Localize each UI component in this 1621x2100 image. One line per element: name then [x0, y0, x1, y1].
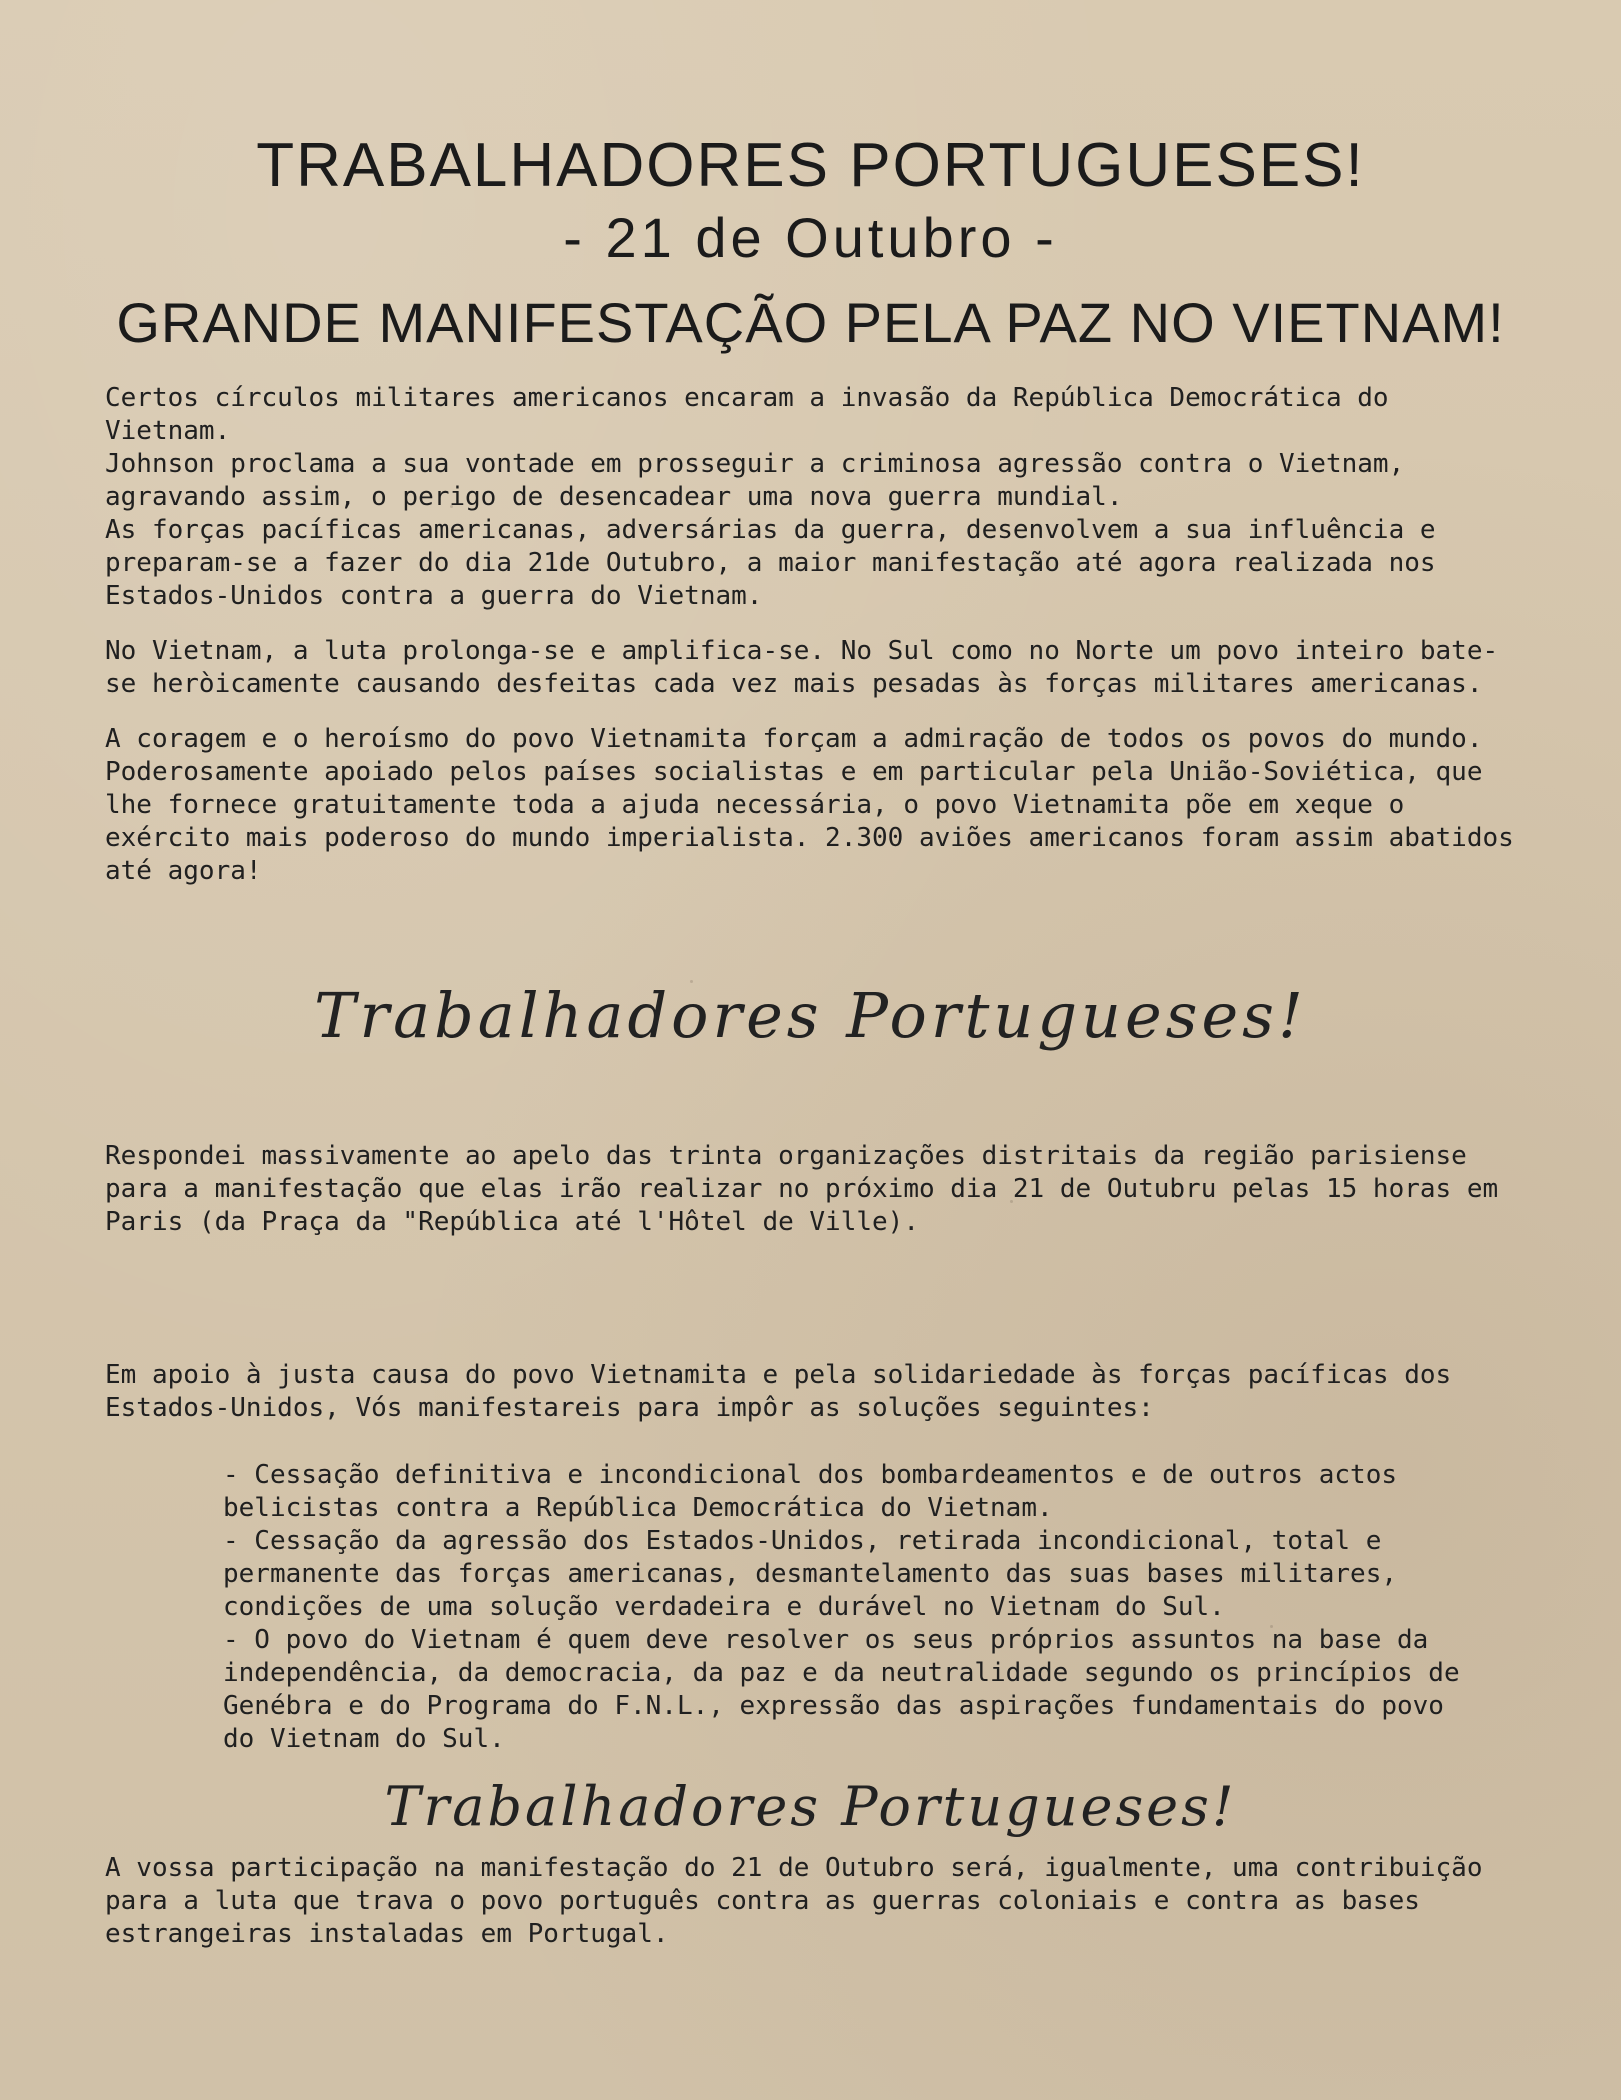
paper-speckle: [1270, 1625, 1273, 1628]
headline-trabalhadores: TRABALHADORES PORTUGUESES!: [256, 131, 1365, 200]
section-vietnam-courage: [105, 723, 1516, 888]
paragraph-3: As forças pacíficas americanas, adversárias da guerra, desenvolvem a sua influência e preparam-se a fazer do dia 21de Outubro, a maior manifestação até agora realizada nos Estados-Unidos contra a guerra do Vietnam.: [105, 515, 1436, 611]
paper-speckle: [690, 980, 693, 983]
paragraph-5: A coragem e o heroísmo do povo Vietnamita forçam a admiração de todos os povos do mundo. Poderosamente apoiado pelos países socialistas e em particular pela União-Soviética, que lhe fornece gratuitamente toda a ajuda necessária, o povo Vietnamita põe em xeque o exército mais poderoso do mundo imperialista. 2.300 aviões americanos foram assim abatidos até agora!: [105, 724, 1514, 886]
solution-item-1: - Cessação definitiva e incondicional dos bombardeamentos e de outros actos belicistas contra a República Democrática do Vietnam.: [223, 1460, 1397, 1523]
solution-item-3: - O povo do Vietnam é quem deve resolver os seus próprios assuntos na base da independência, da democracia, da paz e da neutralidade segundo os princípios de Genébra e do Programa do F.N.L., expressão das aspirações fundamentais do povo do Vietnam do Sul.: [223, 1625, 1460, 1754]
section-call-paris: [105, 1140, 1516, 1239]
paragraph-2: Johnson proclama a sua vontade em prosseguir a criminosa agressão contra o Vietnam, agravando assim, o perigo de desencadear uma nova guerra mundial.: [105, 449, 1405, 512]
paper-speckle: [450, 505, 453, 508]
handwritten-trabalhadores-2: Trabalhadores Portugueses!: [384, 1775, 1237, 1838]
section-call-solutions: [105, 1359, 1516, 1425]
paper-speckle: [1010, 1200, 1013, 1203]
section-closing: [105, 1852, 1516, 1951]
headline-manifestacao: GRANDE MANIFESTAÇÃO PELA PAZ NO VIETNAM!: [116, 291, 1505, 354]
paragraph-7: Em apoio à justa causa do povo Vietnamita e pela solidariedade às forças pacíficas dos Estados-Unidos, Vós manifestareis para impôr as soluções seguintes:: [105, 1360, 1452, 1423]
paragraph-6: Respondei massivamente ao apelo das trinta organizações distritais da região parisiense para a manifestação que elas irão realizar no próximo dia 21 de Outubru pelas 15 horas em Paris (da Praça da "República até l'Hôtel de Ville).: [105, 1141, 1499, 1237]
paragraph-4: No Vietnam, a luta prolonga-se e amplifica-se. No Sul como no Norte um povo inteiro bate-se heròicamente causando desfeitas cada vez mais pesadas às forças militares americanas.: [105, 636, 1499, 699]
paragraph-1: Certos círculos militares americanos encaram a invasão da República Democrática do Vietnam.: [105, 383, 1389, 446]
solution-item-2: - Cessação da agressão dos Estados-Unidos, retirada incondicional, total e permanente das forças americanas, desmantelamento das suas bases militares, condições de uma solução verdadeira e durável no Vietnam do Sul.: [223, 1526, 1397, 1622]
solutions-list: [105, 1459, 1516, 1756]
paragraph-8: A vossa participação na manifestação do 21 de Outubro será, igualmente, uma contribuição para a luta que trava o povo português contra as guerras coloniais e contra as bases estrangeiras instaladas em Portugal.: [105, 1853, 1483, 1949]
section-vietnam-struggle: [105, 635, 1516, 701]
paper-speckle: [1080, 460, 1083, 463]
headline-date: - 21 de Outubro -: [563, 206, 1058, 269]
section-intro: [105, 382, 1516, 613]
handwritten-trabalhadores-1: Trabalhadores Portugueses!: [314, 979, 1307, 1052]
